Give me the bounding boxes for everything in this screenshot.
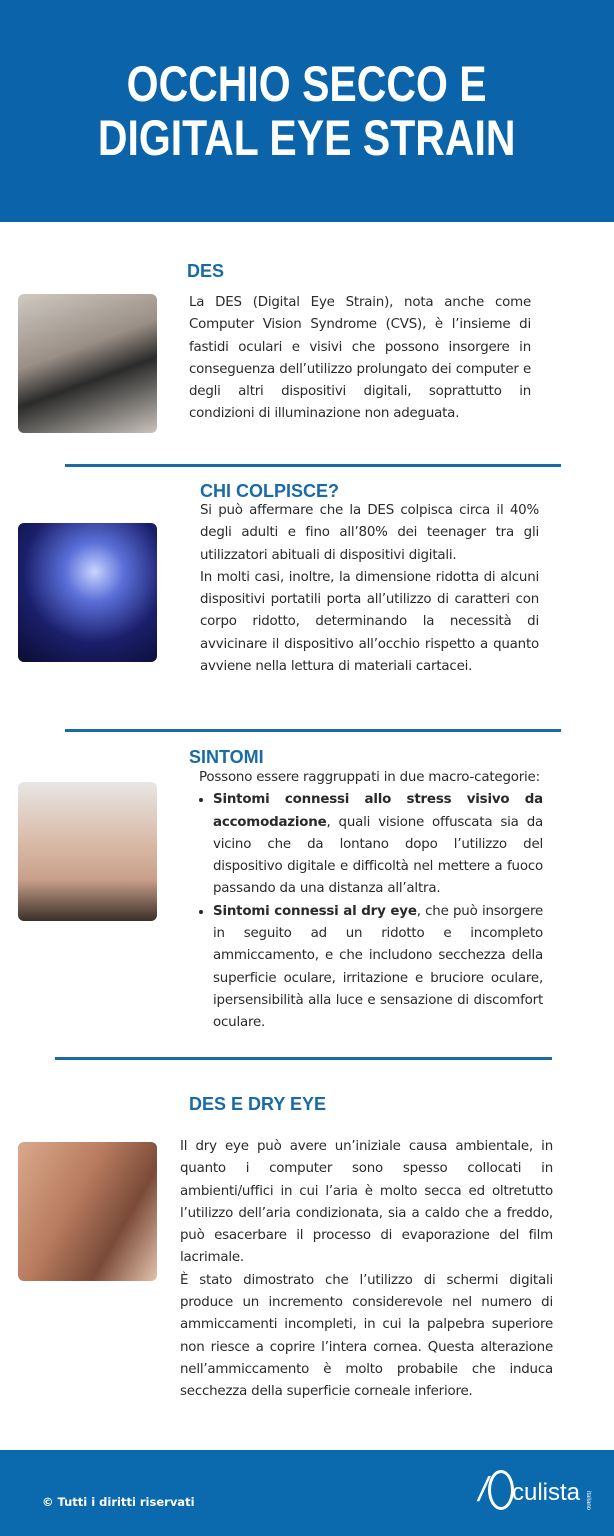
copyright-text: © Tutti i diritti riservati	[42, 1495, 195, 1509]
divider	[55, 1057, 552, 1060]
symptom-list	[185, 789, 543, 1034]
section-heading-sintomi: SINTOMI	[189, 747, 264, 767]
paragraph: Il dry eye può avere un’iniziale causa ambientale, in quanto i computer sono spesso collocati in ambienti/uffici in cui l’aria è molto secca ed oltretutto l’utilizzo dell’aria condizionata, sia a caldo che a freddo, può esacerbare il processo di evaporazione del film lacrimale.	[180, 1139, 553, 1266]
bullet-text: , quali visione offuscata sia da vicino che da lontano dopo l’utilizzo del dispositivo digitale e difficoltà nel mettere a fuoco passando da una distanza all’altra.	[213, 814, 543, 897]
woman-at-computer-image	[18, 523, 157, 662]
woman-covering-eyes-image	[18, 782, 157, 921]
list-item	[213, 901, 543, 1035]
paragraph: Si può affermare che la DES colpisca circa il 40% degli adulti e fino all’80% dei teenager tra gli utilizzatori abituali di dispositivi digitali.	[200, 503, 539, 563]
list-item	[213, 789, 543, 900]
bullet-text: , che può insorgere in seguito ad un ridotto e incompleto ammiccamento, e che includono secchezza della superficie oculare, irritazione e bruciore oculare, ipersensibilità alla luce e sensazione di discomfort oculare.	[213, 903, 543, 1031]
section-heading-des-dry-eye: DES E DRY EYE	[189, 1094, 327, 1114]
oculista-logo: / culista italiano	[478, 1471, 591, 1510]
man-rubbing-eyes-image	[18, 294, 157, 433]
section-chi-colpisce-text	[200, 500, 539, 678]
paragraph: La DES (Digital Eye Strain), nota anche come Computer Vision Syndrome (CVS), è l’insieme di fastidi oculari e visivi che possono insorgere in conseguenza dell’utilizzo prolungato dei computer e degli altri dispositivi digitali, soprattutto in condizioni di illuminazione non adeguata.	[189, 295, 531, 422]
header-banner	[0, 0, 614, 222]
title-line-2: DIGITAL EYE STRAIN	[98, 110, 516, 166]
footer	[0, 1450, 614, 1536]
bullet-bold: Sintomi connessi al dry eye	[213, 903, 417, 919]
divider	[65, 729, 561, 732]
page-title	[98, 57, 516, 165]
section-sintomi-text	[185, 767, 543, 1035]
section-heading-des: DES	[187, 261, 225, 281]
section-des-text	[189, 292, 531, 426]
paragraph: In molti casi, inoltre, la dimensione ridotta di alcuni dispositivi portatili porta all’utilizzo di caratteri con corpo ridotto, determinando la necessità di avvicinare il dispositivo all’occhio rispetto a quanto avviene nella lettura di materiali cartacei.	[200, 569, 539, 675]
intro: Possono essere raggruppati in due macro-categorie:	[199, 770, 540, 785]
title-line-1: OCCHIO SECCO E	[127, 56, 487, 112]
section-des-dry-eye-text	[180, 1136, 553, 1404]
section-heading-chi-colpisce: CHI COLPISCE?	[200, 481, 340, 501]
paragraph: È stato dimostrato che l’utilizzo di schermi digitali produce un incremento considerevole nel numero di ammiccamenti incompleti, in cui la palpebra superiore non riesce a coprire l’intera cornea. Questa alterazione nell’ammiccamento è molto probabile che induca secchezza della superficie corneale inferiore.	[180, 1272, 553, 1400]
eye-drops-image	[18, 1142, 157, 1281]
bullet-bold: Sintomi connessi allo stress visivo da accomodazione	[213, 792, 543, 830]
divider	[65, 464, 561, 467]
